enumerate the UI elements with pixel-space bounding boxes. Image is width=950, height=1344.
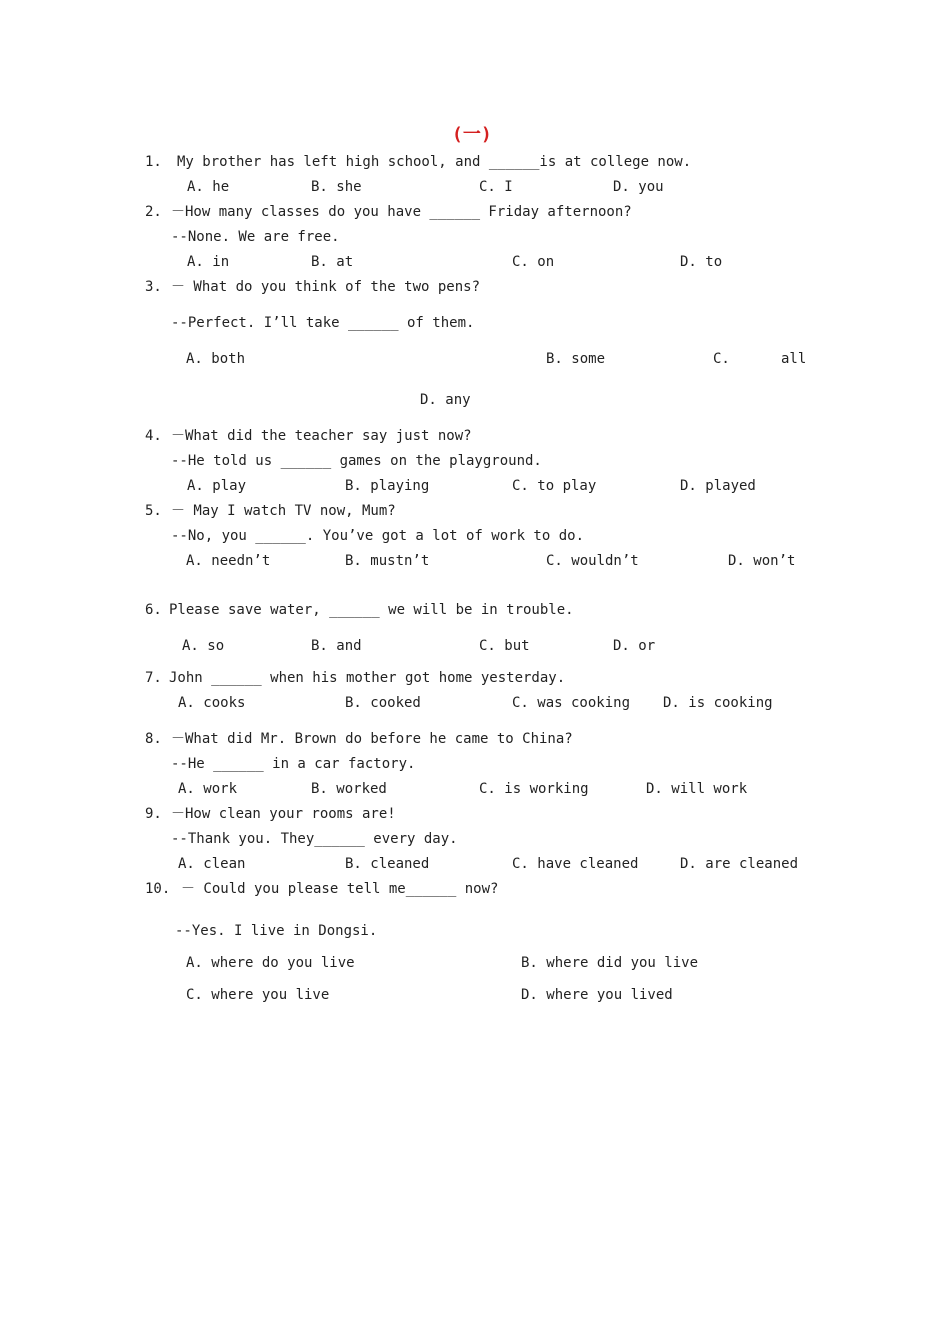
option-b: B. mustn’t — [345, 553, 430, 569]
option-c: C. I — [479, 179, 513, 195]
option-d: D. you — [613, 179, 664, 195]
option-a: A. where do you live — [186, 955, 355, 971]
question-text: －What did Mr. Brown do before he came to China? — [171, 731, 573, 747]
answer-text: --He told us ______ games on the playground. — [171, 453, 542, 469]
option-b: B. cleaned — [345, 856, 430, 872]
question-text: － May I watch TV now, Mum? — [171, 503, 396, 519]
option-b: B. where did you live — [521, 955, 699, 971]
question-text: －What did the teacher say just now? — [171, 428, 472, 444]
question-text: John ______ when his mother got home yesterday. — [169, 670, 566, 686]
question-number: 5. — [145, 503, 162, 519]
option-d: D. or — [613, 638, 656, 654]
option-a: A. clean — [178, 856, 246, 872]
question-text: － What do you think of the two pens? — [171, 279, 481, 295]
option-a: A. play — [187, 478, 247, 494]
question-text: My brother has left high school, and ______is at college now. — [177, 154, 692, 170]
option-c-text: all — [781, 351, 807, 367]
option-d: D. where you lived — [521, 987, 673, 1003]
option-d: D. will work — [646, 781, 748, 797]
question-text: － Could you please tell me______ now? — [181, 881, 499, 897]
answer-text: --No, you ______. You’ve got a lot of work to do. — [171, 528, 585, 544]
option-a: A. in — [187, 254, 230, 270]
question-number: 2. — [145, 204, 162, 220]
question-text: －How many classes do you have ______ Friday afternoon? — [171, 204, 632, 220]
question-text: －How clean your rooms are! — [171, 806, 396, 822]
option-b: B. worked — [311, 781, 387, 797]
option-a: A. both — [186, 351, 246, 367]
question-number: 9. — [145, 806, 162, 822]
option-d: D. won’t — [728, 553, 796, 569]
question-number: 10. — [145, 881, 171, 897]
option-a: A. work — [178, 781, 238, 797]
option-c: C. but — [479, 638, 530, 654]
page-title: (一) — [452, 124, 492, 145]
option-b: B. she — [311, 179, 362, 195]
option-c: C. to play — [512, 478, 597, 494]
option-a: A. he — [187, 179, 230, 195]
answer-text: --Thank you. They______ every day. — [171, 831, 458, 847]
option-c: C. was cooking — [512, 695, 631, 711]
option-b: B. cooked — [345, 695, 421, 711]
option-d: D. is cooking — [663, 695, 773, 711]
option-d: D. to — [680, 254, 723, 270]
option-d: D. any — [420, 392, 471, 408]
option-b: B. at — [311, 254, 354, 270]
option-c: C. is working — [479, 781, 589, 797]
option-c: C. have cleaned — [512, 856, 639, 872]
option-c: C. where you live — [186, 987, 330, 1003]
question-text: Please save water, ______ we will be in trouble. — [169, 602, 574, 618]
option-b: B. some — [546, 351, 606, 367]
option-c: C. wouldn’t — [546, 553, 639, 569]
option-b: B. playing — [345, 478, 430, 494]
option-a: A. so — [182, 638, 225, 654]
answer-text: --He ______ in a car factory. — [171, 756, 416, 772]
answer-text: --Yes. I live in Dongsi. — [175, 923, 378, 939]
option-a: A. cooks — [178, 695, 246, 711]
question-number: 1. — [145, 154, 162, 170]
option-d: D. played — [680, 478, 756, 494]
answer-text: --None. We are free. — [171, 229, 340, 245]
question-number: 6. — [145, 602, 162, 618]
answer-text: --Perfect. I’ll take ______ of them. — [171, 315, 475, 331]
option-a: A. needn’t — [186, 553, 271, 569]
question-number: 3. — [145, 279, 162, 295]
question-number: 4. — [145, 428, 162, 444]
option-d: D. are cleaned — [680, 856, 799, 872]
option-c: C. — [713, 351, 730, 367]
option-c: C. on — [512, 254, 555, 270]
option-b: B. and — [311, 638, 362, 654]
question-number: 7. — [145, 670, 162, 686]
question-number: 8. — [145, 731, 162, 747]
